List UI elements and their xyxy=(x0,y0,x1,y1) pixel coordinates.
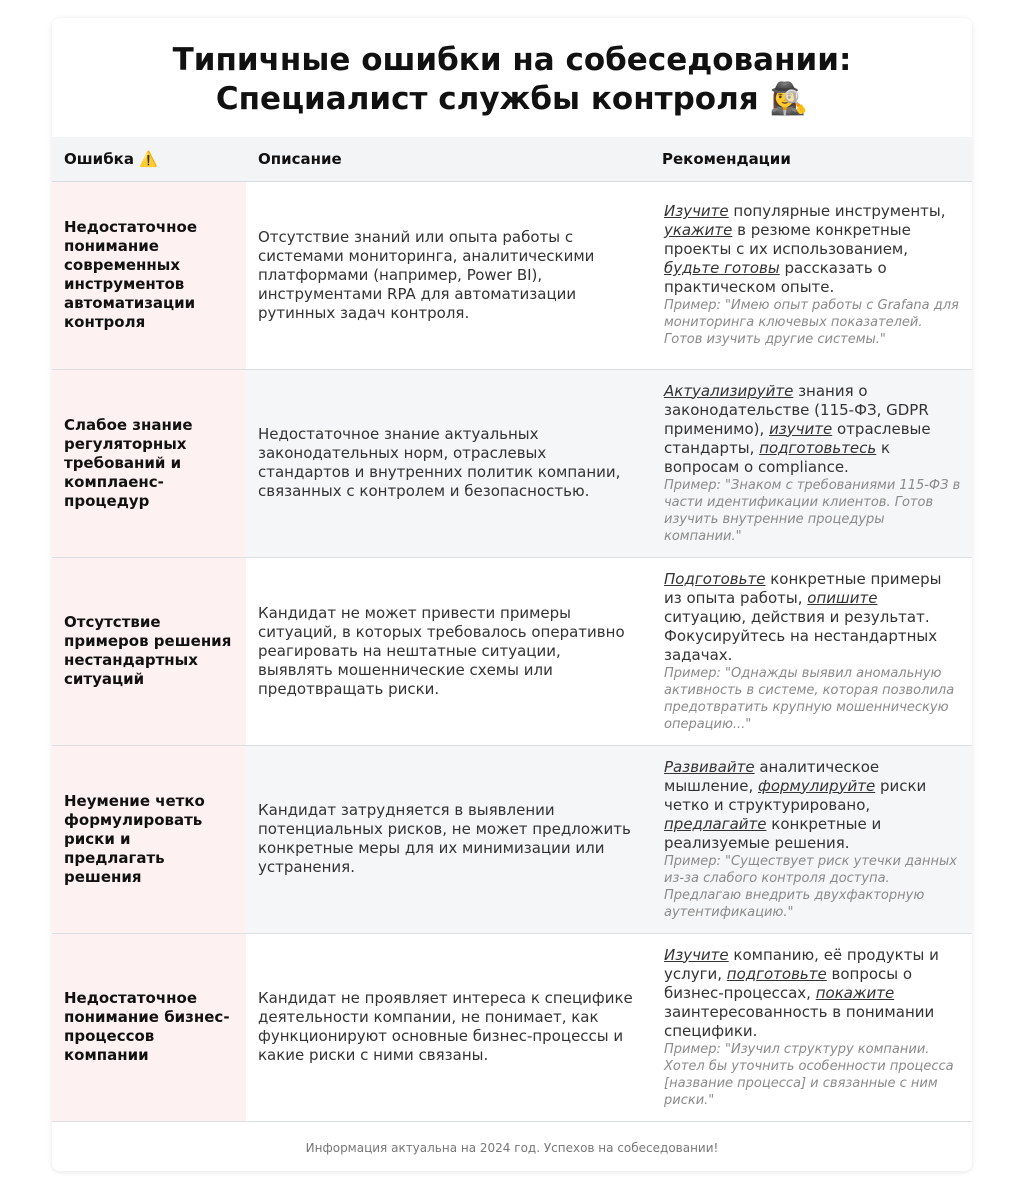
rec-action: укажите xyxy=(664,221,733,239)
mistakes-table xyxy=(52,137,972,1122)
rec-segment: к вопросам о compliance. xyxy=(664,438,891,476)
rec-segment: в резюме конкретные проекты с их использованием, xyxy=(664,221,911,258)
example-text: Пример: "Имею опыт работы с Grafana для мониторинга ключевых показателей. Готов изучить другие системы." xyxy=(664,298,959,347)
recommendation-cell xyxy=(650,181,972,369)
example-text: Пример: "Изучил структуру компании. Хотел бы уточнить особенности процесса [название процесса] и связанные с ним риски." xyxy=(664,1041,954,1108)
recommendation-cell xyxy=(650,369,972,557)
description-cell: Недостаточное знание актуальных законодательных норм, отраслевых стандартов и внутренних политик компании, связанных с контролем и безопасностью. xyxy=(246,369,650,557)
rec-segment: отраслевые стандарты, xyxy=(664,419,931,457)
recommendation-cell xyxy=(650,745,972,933)
rec-segment: популярные инструменты, xyxy=(728,202,946,220)
table-row xyxy=(52,369,972,557)
rec-text xyxy=(664,758,926,852)
rec-action: Подготовьте xyxy=(664,569,766,588)
header-description: Описание xyxy=(246,137,650,181)
rec-action: будьте готовы xyxy=(664,259,780,277)
rec-text xyxy=(664,382,931,476)
content-card xyxy=(52,18,972,1171)
rec-action: предлагайте xyxy=(664,814,767,833)
rec-action: Актуализируйте xyxy=(664,381,794,400)
rec-segment: рассказать о практическом опыте. xyxy=(664,259,887,296)
rec-segment: конкретные примеры из опыта работы, xyxy=(664,569,942,607)
rec-text xyxy=(664,946,939,1040)
description-cell: Кандидат не проявляет интереса к специфике деятельности компании, не понимает, как функционируют основные бизнес-процессы и какие риски с ними связаны. xyxy=(246,933,650,1121)
header-error: Ошибка ⚠️ xyxy=(52,137,246,181)
error-cell: Отсутствие примеров решения нестандартных ситуаций xyxy=(52,557,246,745)
rec-segment: конкретные и реализуемые решения. xyxy=(664,814,882,852)
recommendation-cell xyxy=(650,557,972,745)
description-cell: Отсутствие знаний или опыта работы с системами мониторинга, аналитическими платформами (например, Power BI), инструментами RPA для автоматизации рутинных задач контроля. xyxy=(246,181,650,369)
error-cell: Неумение четко формулировать риски и предлагать решения xyxy=(52,745,246,933)
table-row xyxy=(52,557,972,745)
error-cell: Слабое знание регуляторных требований и комплаенс-процедур xyxy=(52,369,246,557)
example-text: Пример: "Знаком с требованиями 115-ФЗ в части идентификации клиентов. Готов изучить внутренние процедуры компании." xyxy=(664,477,961,544)
example-text: Пример: "Однажды выявил аномальную активность в системе, которая позволила предотвратить крупную мошенническую операцию..." xyxy=(664,665,955,732)
rec-action: Изучите xyxy=(664,945,729,964)
rec-action: формулируйте xyxy=(758,776,876,795)
rec-action: покажите xyxy=(815,983,895,1002)
rec-text xyxy=(664,570,941,664)
rec-segment: вопросы о бизнес-процессах, xyxy=(664,964,913,1002)
table-row xyxy=(52,933,972,1121)
error-cell: Недостаточное понимание современных инструментов автоматизации контроля xyxy=(52,181,246,369)
rec-action: изучите xyxy=(769,419,833,438)
title-line-1: Типичные ошибки на собеседовании: xyxy=(172,41,852,78)
rec-segment: аналитическое мышление, xyxy=(664,757,880,795)
rec-segment: компанию, её продукты и услуги, xyxy=(664,945,939,983)
description-cell: Кандидат затрудняется в выявлении потенциальных рисков, не может предложить конкретные меры для их минимизации или устранения. xyxy=(246,745,650,933)
example-text: Пример: "Существует риск утечки данных из-за слабого контроля доступа. Предлагаю внедрить двухфакторную аутентификацию." xyxy=(664,853,957,920)
header-recommendations: Рекомендации xyxy=(650,137,972,181)
rec-action: подготовьте xyxy=(726,964,827,983)
rec-segment: ситуацию, действия и результат. Фокусируйтесь на нестандартных задачах. xyxy=(664,607,938,664)
rec-text xyxy=(664,202,946,296)
table-row xyxy=(52,181,972,369)
description-cell: Кандидат не может привести примеры ситуаций, в которых требовалось оперативно реагировать на нештатные ситуации, выявлять мошеннические схемы или предотвращать риски. xyxy=(246,557,650,745)
footer-note: Информация актуальна на 2024 год. Успехов на собеседовании! xyxy=(305,1140,719,1155)
table-row xyxy=(52,745,972,933)
rec-action: Развивайте xyxy=(664,757,755,776)
title-line-2: Специалист службы контроля 🕵️‍♀️ xyxy=(215,80,809,117)
rec-segment: риски четко и структурировано, xyxy=(664,776,927,814)
rec-action: опишите xyxy=(807,588,878,607)
table-header-row xyxy=(52,137,972,181)
rec-segment: заинтересованность в понимании специфики. xyxy=(664,1002,935,1040)
rec-action: Изучите xyxy=(664,202,729,220)
error-cell: Недостаточное понимание бизнес-процессов компании xyxy=(52,933,246,1121)
recommendation-cell xyxy=(650,933,972,1121)
rec-action: подготовьтесь xyxy=(759,438,877,457)
rec-segment: знания о законодательстве (115-ФЗ, GDPR применимо), xyxy=(664,381,929,438)
page-title xyxy=(52,18,972,137)
